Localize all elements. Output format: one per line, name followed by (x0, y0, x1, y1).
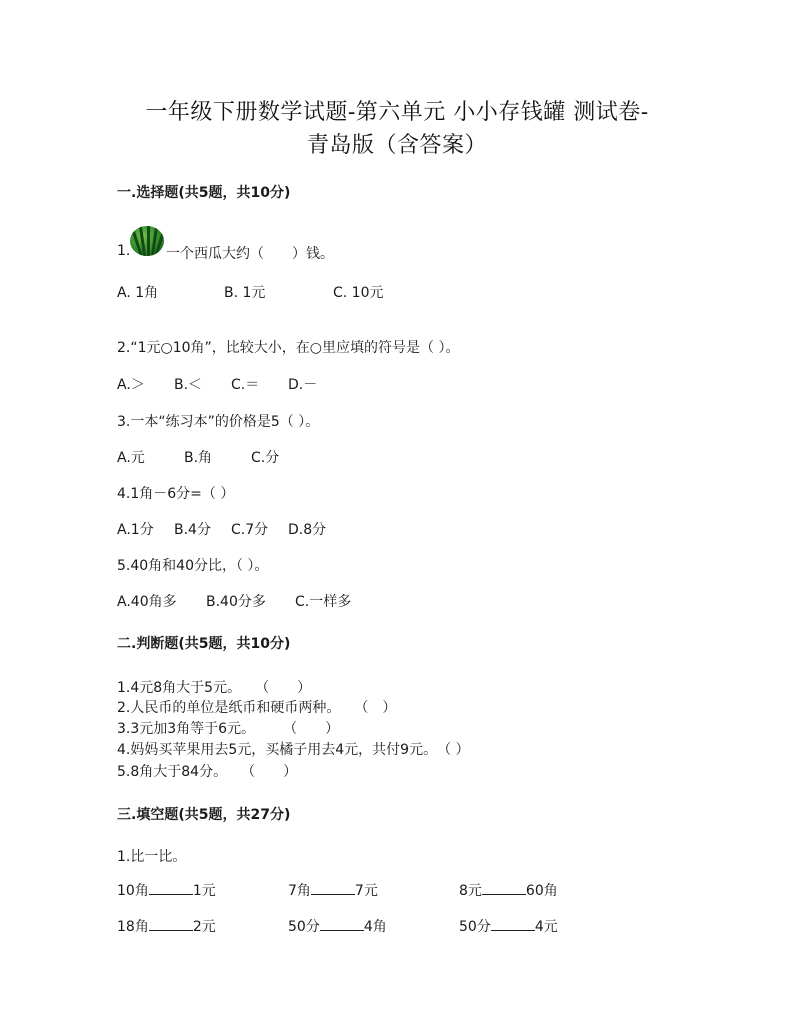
q3-option-b[interactable]: B.角 (184, 450, 213, 466)
question-1-text: 一个西瓜大约（ ）钱。 (166, 246, 334, 262)
exam-title-line1: 一年级下册数学试题-第六单元 小小存钱罐 测试卷- (145, 100, 649, 125)
question-4-text: 4.1角－6分=（ ） (117, 486, 235, 502)
question-3-text: 3.一本“练习本”的价格是5（ ）。 (117, 414, 320, 430)
q4-option-b[interactable]: B.4分 (174, 522, 211, 538)
q4-option-a[interactable]: A.1分 (117, 522, 154, 538)
answer-blank[interactable] (482, 882, 526, 895)
q1-option-b[interactable]: B. 1元 (224, 285, 266, 301)
question-1-number: 1. (117, 243, 131, 259)
q4-option-d[interactable]: D.8分 (288, 522, 327, 538)
judgement-item-2: 2.人民币的单位是纸币和硬币两种。 （ ） (117, 700, 397, 716)
q2-option-a[interactable]: A.＞ (117, 377, 145, 393)
fill-question-1-text: 1.比一比。 (117, 849, 187, 865)
compare-left: 50分 (459, 919, 491, 935)
judgement-item-5: 5.8角大于84分。 （ ） (117, 764, 298, 780)
q1-option-a[interactable]: A. 1角 (117, 285, 159, 301)
section-heading-choice: 一.选择题(共5题，共10分) (117, 185, 291, 201)
q2-option-c[interactable]: C.＝ (231, 377, 260, 393)
compare-right: 2元 (192, 919, 216, 935)
compare-left: 10角 (117, 883, 149, 899)
exam-title-line2: 青岛版（含答案） (306, 133, 487, 158)
compare-pair-1-3 (459, 880, 558, 900)
compare-pair-1-2 (288, 880, 378, 900)
question-2-text: 2.“1元○10角”，比较大小，在○里应填的符号是（ ）。 (117, 340, 460, 356)
q2-option-d[interactable]: D.－ (288, 377, 318, 393)
compare-left: 8元 (459, 883, 482, 899)
compare-right: 4元 (534, 919, 558, 935)
compare-left: 18角 (117, 919, 149, 935)
section-heading-fill-blank: 三.填空题(共5题，共27分) (117, 807, 291, 823)
compare-right: 4角 (363, 919, 387, 935)
section-heading-judgement: 二.判断题(共5题，共10分) (117, 636, 291, 652)
q1-option-c[interactable]: C. 10元 (333, 285, 384, 301)
compare-right: 1元 (192, 883, 216, 899)
compare-left: 50分 (288, 919, 320, 935)
answer-blank[interactable] (311, 882, 355, 895)
q2-option-b[interactable]: B.＜ (174, 377, 203, 393)
answer-blank[interactable] (149, 882, 193, 895)
answer-blank[interactable] (320, 918, 364, 931)
compare-pair-2-1 (117, 916, 216, 936)
compare-right: 60角 (525, 883, 558, 899)
judgement-item-3: 3.3元加3角等于6元。 （ ） (117, 721, 340, 737)
q5-option-c[interactable]: C.一样多 (295, 594, 352, 610)
q5-option-b[interactable]: B.40分多 (206, 594, 266, 610)
compare-pair-2-3 (459, 916, 558, 936)
q3-option-c[interactable]: C.分 (251, 450, 280, 466)
judgement-item-4: 4.妈妈买苹果用去5元，买橘子用去4元，共付9元。 （ ） (117, 742, 470, 758)
compare-pair-1-1 (117, 880, 216, 900)
compare-pair-2-2 (288, 916, 387, 936)
judgement-item-1: 1.4元8角大于5元。 （ ） (117, 680, 312, 696)
answer-blank[interactable] (149, 918, 193, 931)
q5-option-a[interactable]: A.40角多 (117, 594, 177, 610)
question-5-text: 5.40角和40分比，（ ）。 (117, 558, 269, 574)
compare-right: 7元 (354, 883, 378, 899)
q4-option-c[interactable]: C.7分 (231, 522, 269, 538)
answer-blank[interactable] (491, 918, 535, 931)
compare-left: 7角 (288, 883, 311, 899)
watermelon-icon (130, 226, 164, 256)
q3-option-a[interactable]: A.元 (117, 450, 145, 466)
